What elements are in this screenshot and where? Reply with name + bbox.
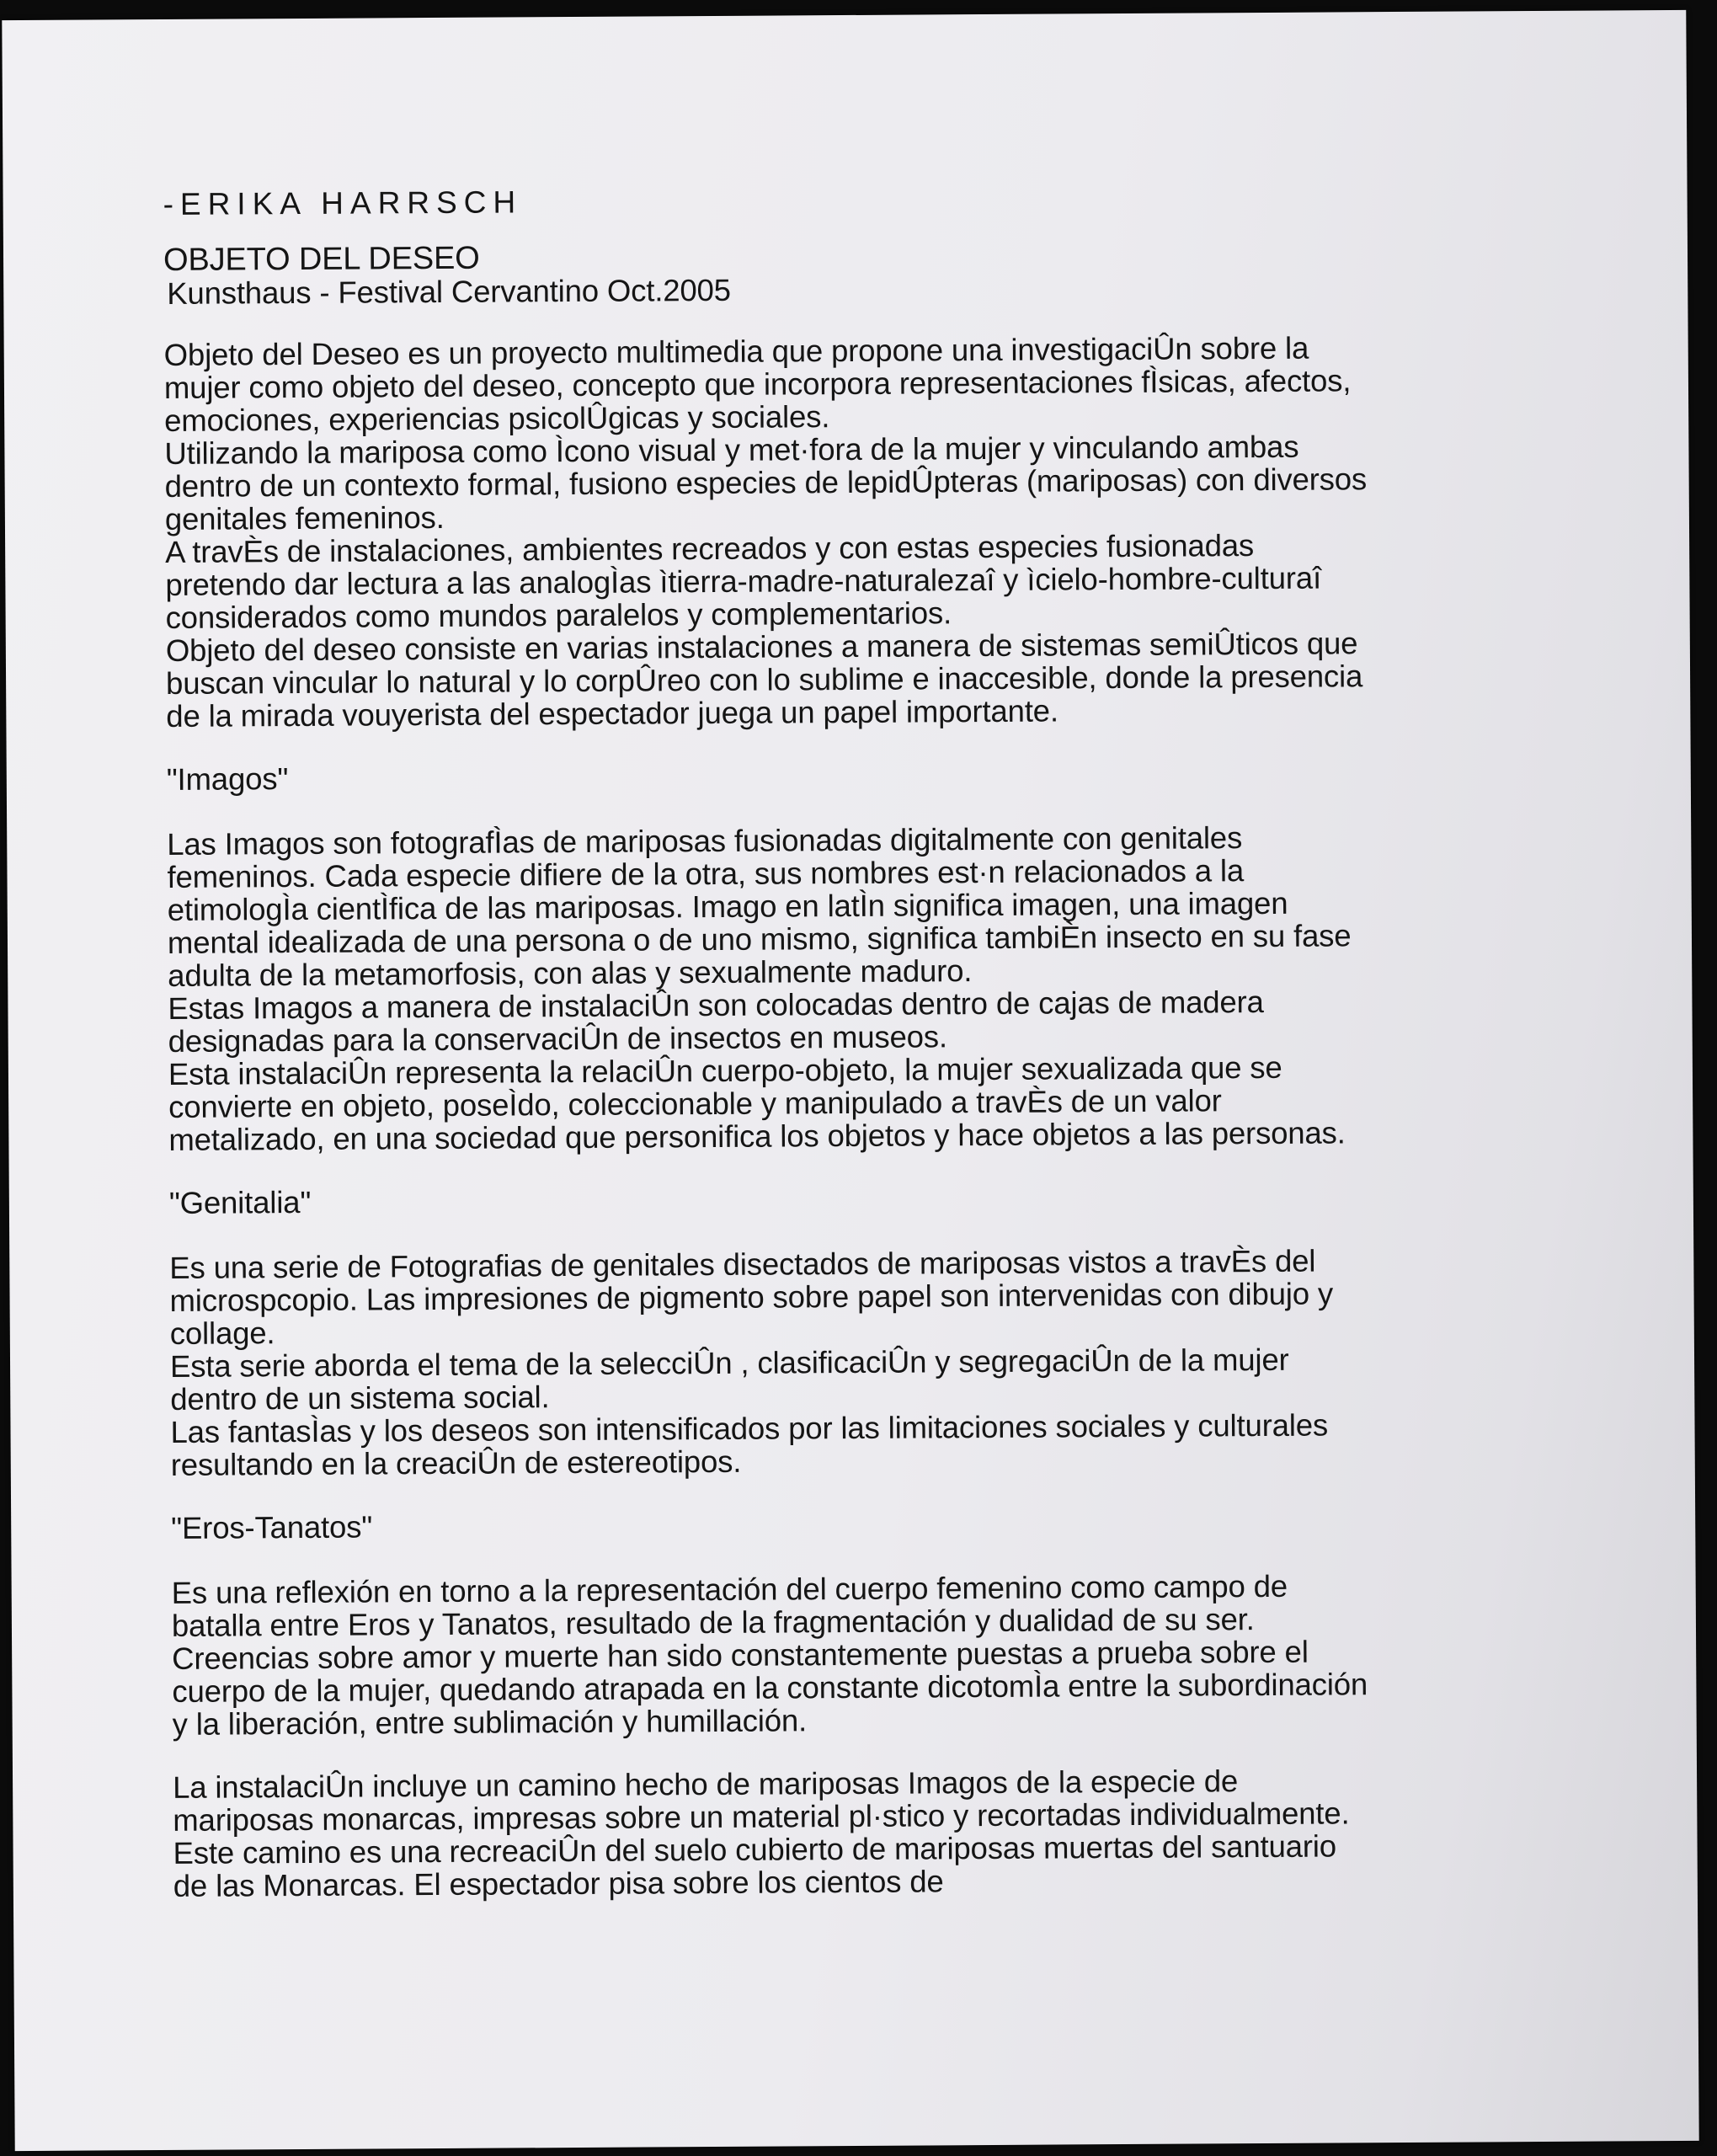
genitalia-section bbox=[169, 1244, 1375, 1481]
eros-tanatos-paragraph-1: Es una reflexión en torno a la representación del cuerpo femenino como campo de batalla entre Eros y Tanatos, resultado de la fragmentación y dualidad de su ser. Creencias sobre amor y muerte han sido constantemente puestas a prueba sobre el cuerpo de la mujer, quedando atrapada en la constante dicotomÌa entre la subordinación y la liberación, entre sublimación y humillación. bbox=[171, 1568, 1368, 1742]
intro-paragraph-4: Objeto del deseo consiste en varias instalaciones a manera de sistemas semiÛticos que buscan vincular lo natural y lo corpÛreo con lo sublime e inaccesible, donde la presencia de la mirada vouyerista del espectador juega un papel importante. bbox=[165, 626, 1363, 734]
genitalia-heading: "Genitalia" bbox=[168, 1184, 312, 1220]
paper-sheet bbox=[2, 10, 1698, 2151]
genitalia-paragraph-1: Es una serie de Fotografias de genitales disectados de mariposas vistos a travÈs del microspcopio. Las impresiones de pigmento sobre papel son intervenidas con dibujo y collage. bbox=[169, 1243, 1334, 1351]
imagos-paragraph-3: Esta instalaciÛn representa la relaciÛn cuerpo-objeto, la mujer sexualizada que se convierte en objeto, poseÌdo, coleccionable y manipulado a travÈs de un valor metalizado, en una sociedad que personifica los objetos y hace objetos a las personas. bbox=[168, 1049, 1346, 1157]
imagos-heading: "Imagos" bbox=[166, 761, 289, 797]
eros-tanatos-section-1 bbox=[172, 1569, 1377, 1741]
eros-tanatos-section-2 bbox=[173, 1764, 1378, 1903]
eros-tanatos-heading: "Eros-Tanatos" bbox=[171, 1509, 373, 1545]
imagos-paragraph-1: Las Imagos son fotografÌas de mariposas fusionadas digitalmente con genitales femeninos. Cada especie difiere de la otra, sus nombres est·n relacionados a la etimologÌa cientÌfica de las mariposas. Imago en latÌn significa imagen, una imagen mental idealizada de una persona o de uno mismo, significa tambiÈn insecto en su fase adulta de la metamorfosis, con alas y sexualmente maduro. bbox=[167, 820, 1352, 993]
genitalia-paragraph-2: Esta serie aborda el tema de la selecciÛn , clasificaciÛn y segregaciÛn de la mujer dentro de un sistema social. bbox=[169, 1342, 1289, 1417]
imagos-paragraph-2: Estas Imagos a manera de instalaciÛn son colocadas dentro de cajas de madera designadas para la conservaciÛn de insectos en museos. bbox=[168, 985, 1264, 1059]
intro-paragraph-2: Utilizando la mariposa como Ìcono visual y met·fora de la mujer y vinculando ambas dentro de un contexto formal, fusiono especies de lepidÛpteras (mariposas) con diversos genitales femeninos. bbox=[164, 429, 1368, 536]
imagos-section bbox=[167, 820, 1373, 1156]
eros-tanatos-paragraph-2: La instalaciÛn incluye un camino hecho de mariposas Imagos de la especie de mariposas monarcas, impresas sobre un material pl·stico y recortadas individualmente. Este camino es una recreaciÛn del suelo cubierto de mariposas muertas del santuario de las Monarcas. El espectador pisa sobre los cientos de bbox=[172, 1764, 1350, 1903]
document-title: OBJETO DEL DESEO bbox=[163, 240, 480, 278]
document-subtitle: Kunsthaus - Festival Cervantino Oct.2005 bbox=[167, 272, 731, 311]
genitalia-paragraph-3: Las fantasÌas y los deseos son intensificados por las limitaciones sociales y culturales resultando en la creaciÛn de estereotipos. bbox=[170, 1407, 1329, 1482]
intro-paragraph-1: Objeto del Deseo es un proyecto multimedia que propone una investigaciÛn sobre la mujer como objeto del deseo, concepto que incorpora representaciones fÌsicas, afectos, emociones, experiencias psicolÛgicas y sociales. bbox=[163, 330, 1352, 438]
intro-section bbox=[164, 331, 1371, 733]
author-name: -ERIKA HARRSCH bbox=[163, 184, 523, 221]
intro-paragraph-3: A travÈs de instalaciones, ambientes recreados y con estas especies fusionadas pretendo dar lectura a las analogÌas ìtierra-madre-naturalezaî y ìcielo-hombre-culturaî considerados como mundos paralelos y complementarios. bbox=[165, 528, 1322, 635]
document-body bbox=[155, 180, 1378, 1933]
